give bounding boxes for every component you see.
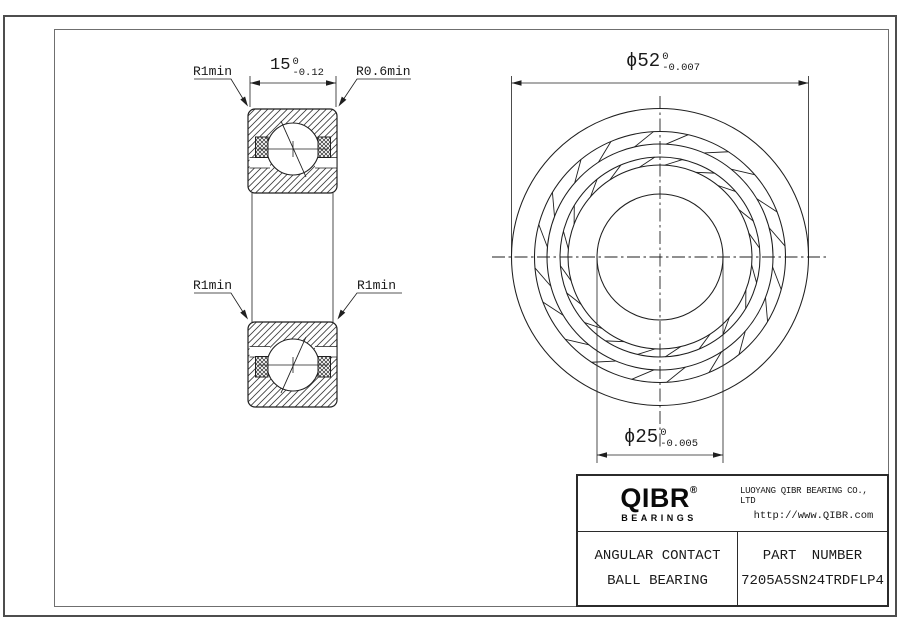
outer-dia-tol-upper: 0: [662, 51, 669, 63]
logo-text: QIBR: [620, 482, 690, 513]
width-dimension: [270, 56, 324, 79]
width-tol-lower: -0.12: [292, 67, 324, 79]
radius-label-mid-left: R1min: [193, 278, 233, 293]
product-type-cell: [578, 532, 738, 605]
company-info: [740, 476, 887, 531]
title-block-header-row: [578, 476, 887, 532]
width-tol-upper: 0: [292, 56, 299, 68]
logo-wordmark: [620, 482, 698, 513]
part-number-label: PART NUMBER: [762, 548, 863, 564]
radius-label-mid-right: R1min: [357, 278, 397, 293]
bore-diameter-dimension: [624, 427, 698, 450]
company-name: LUOYANG QIBR BEARING CO., LTD: [740, 485, 868, 506]
part-number-cell: [738, 532, 887, 605]
company-website: http://www.QIBR.com: [753, 509, 874, 522]
outer-dia-tol-lower: -0.007: [662, 62, 701, 74]
part-number-value: 7205A5SN24TRDFLP4: [741, 573, 884, 589]
outer-diameter-value: ϕ52: [625, 50, 661, 72]
title-block-detail-row: [578, 532, 887, 605]
logo: [578, 476, 740, 531]
outer-diameter-tolerance: [662, 51, 700, 74]
radius-label-top-right: R0.6min: [356, 64, 411, 79]
bore-diameter-value: ϕ25: [623, 426, 659, 448]
title-block: [576, 474, 889, 607]
bore-diameter-tolerance: [660, 427, 698, 450]
product-type-line2: BALL BEARING: [607, 573, 708, 589]
outer-diameter-dimension: [626, 51, 700, 74]
bore-dia-tol-upper: 0: [660, 427, 667, 439]
width-dimension-tolerance: [292, 56, 324, 79]
registered-mark: ®: [689, 484, 698, 496]
width-dimension-value: 15: [270, 56, 291, 75]
radius-label-top-left: R1min: [193, 64, 233, 79]
product-type-line1: ANGULAR CONTACT: [594, 548, 721, 564]
logo-subtext: BEARINGS: [621, 512, 697, 523]
bore-dia-tol-lower: -0.005: [660, 438, 699, 450]
